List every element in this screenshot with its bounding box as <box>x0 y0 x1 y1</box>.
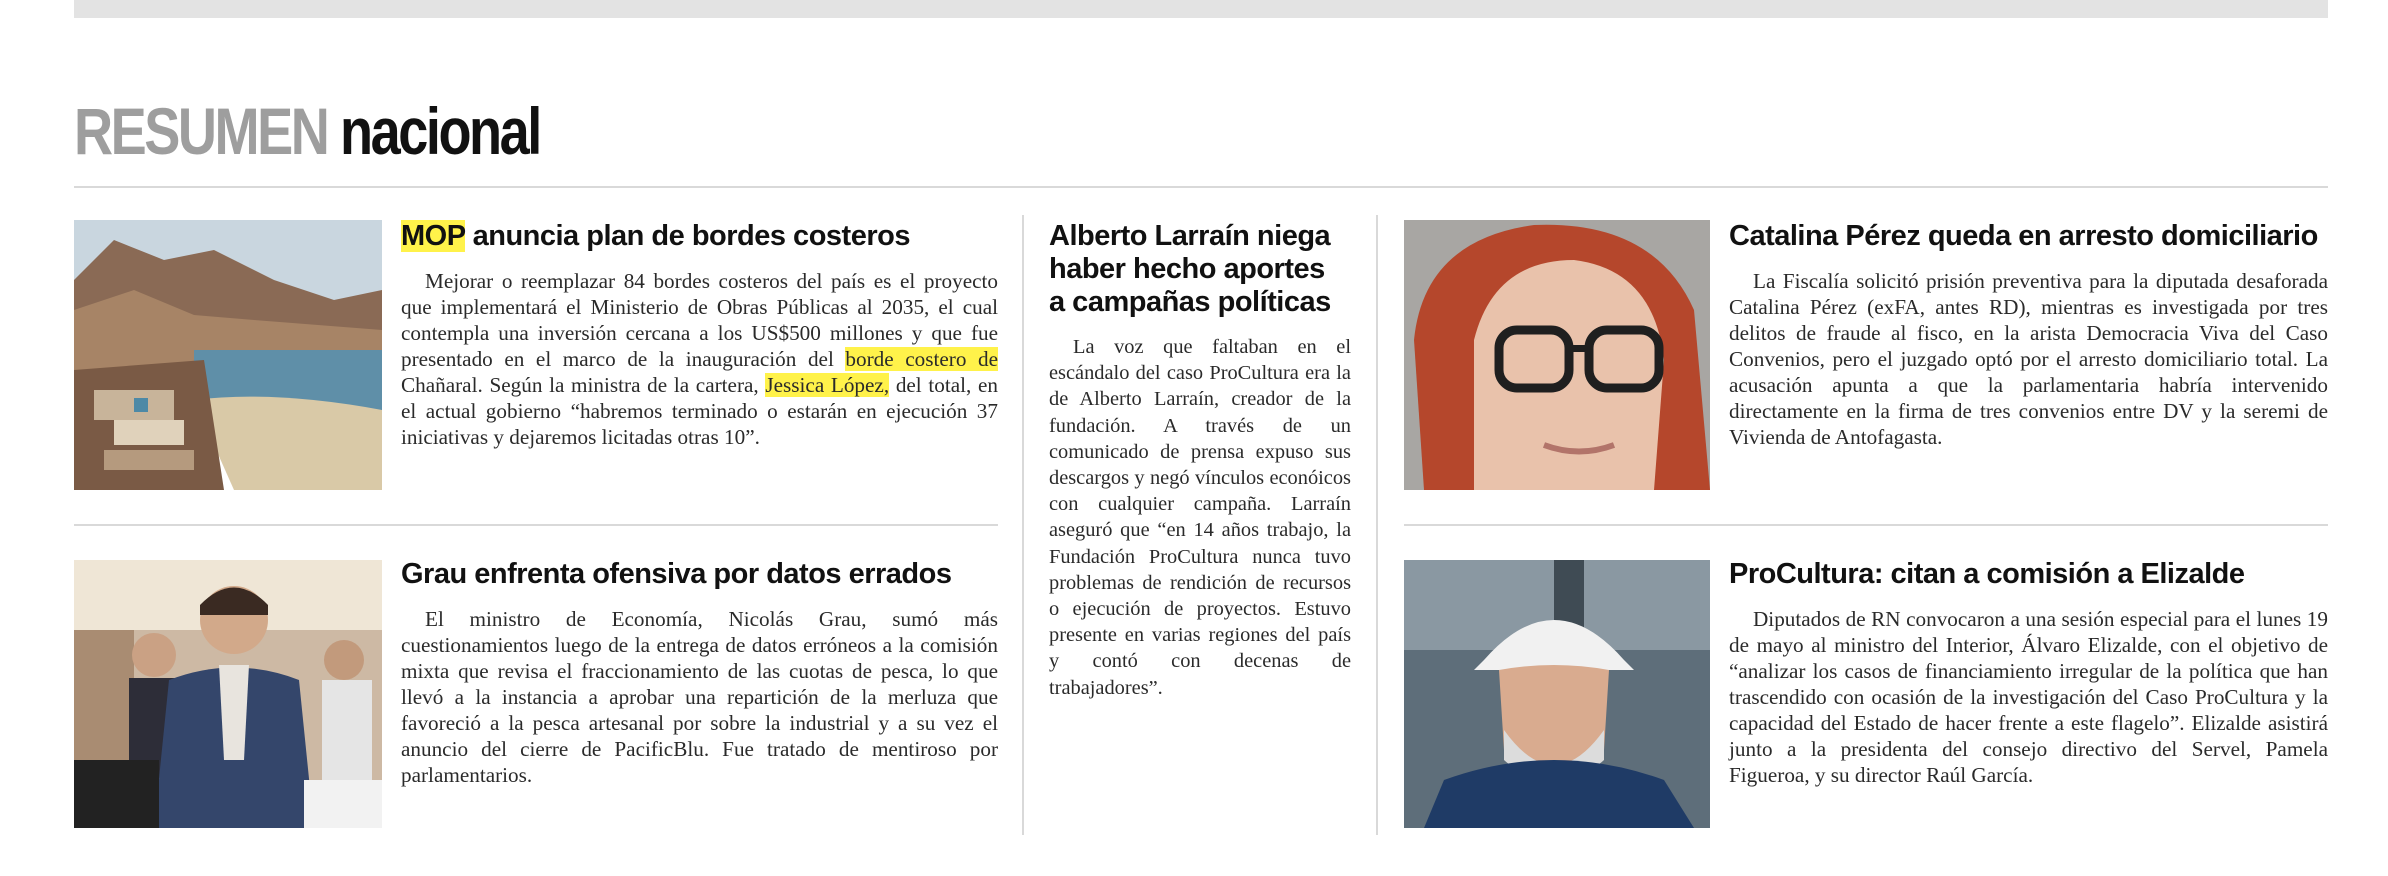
body-mop-part1: Mejorar o reemplazar 84 bordes costeros del país es el proyecto que implementará el Ministerio de Obras Públicas al 2035, el cual contempla una inversión cercana a los US$500 millones y que fue presentado en el marco de la inauguración del <box>401 269 998 371</box>
headline-larrain-line2: haber hecho aportes <box>1049 253 1325 285</box>
headline-mop-rest: anuncia plan de bordes costeros <box>465 220 910 252</box>
column-divider-left <box>1022 215 1024 835</box>
headline-larrain <box>1049 220 1331 319</box>
right-row-divider <box>1404 524 2328 526</box>
coastal-town-photo <box>74 220 382 490</box>
body-mop-highlight1: borde costero de <box>845 347 999 371</box>
body-larrain: La voz que faltaban en el escándalo del caso ProCultura era la de Alberto Larraín, creador de la fundación. A través de un comunicado de prensa expuso sus descargos y negó vínculos econóicos con cualquier campaña. Larraín aseguró que “en 14 años trabajo, la Fundación ProCultura nunca tuvo problemas de rendición de recursos o ejecución de proyectos. Estuvo presente en varias regiones del país y contó con decenas de trabajadores”. <box>1049 336 1351 699</box>
man-in-hardhat-photo <box>1404 560 1710 828</box>
left-row-divider <box>74 524 998 526</box>
woman-portrait-photo <box>1404 220 1710 490</box>
body-grau: El ministro de Economía, Nicolás Grau, sumó más cuestionamientos luego de la entrega de datos erróneos a la comisión mixta que revisa el fraccionamiento de las cuotas de pesca, lo que llevó a la instancia a aprobar una repartición de la merluza que favoreció a la pesca artesanal por sobre la industrial y a su vez el anuncio del cierre de PacificBlu. Fue tratado de mentiroso por parlamentarios. <box>401 607 998 787</box>
section-title <box>74 94 540 168</box>
headline-mop <box>401 220 910 252</box>
minister-at-commission-photo <box>74 560 382 828</box>
top-banner-strip <box>74 0 2328 18</box>
headline-grau: Grau enfrenta ofensiva por datos errados <box>401 558 952 590</box>
headline-larrain-line1: Alberto Larraín niega <box>1049 220 1331 252</box>
top-rule <box>74 186 2328 188</box>
section-title-grey: RESUMEN <box>74 94 328 168</box>
headline-perez: Catalina Pérez queda en arresto domiciliario <box>1729 220 2318 252</box>
headline-elizalde: ProCultura: citan a comisión a Elizalde <box>1729 558 2245 590</box>
body-mop-highlight2: Jessica López, <box>765 373 890 397</box>
body-mop-part2: Chañaral. Según la ministra de la cartera, <box>401 373 766 397</box>
section-title-black: nacional <box>340 94 540 168</box>
headline-mop-tag: MOP <box>401 220 466 252</box>
body-perez: La Fiscalía solicitó prisión preventiva para la diputada desaforada Catalina Pérez (exFA, antes RD), mientras es investigada por tres delitos de fraude al fisco, en la arista Democracia Viva del Caso Convenios, pero el juzgado optó por el arresto domiciliario total. La acusación apunta a que la parlamentaria habría intervenido directamente en la firma de tres convenios entre DV y la seremi de Vivienda de Antofagasta. <box>1729 269 2328 449</box>
body-mop <box>401 268 998 450</box>
body-mop-part3: del total, en el actual gobierno “habremos terminado o estarán en ejecución 37 iniciativas y dejaremos licitadas otras 10”. <box>401 373 998 449</box>
body-elizalde: Diputados de RN convocaron a una sesión especial para el lunes 19 de mayo al ministro del Interior, Álvaro Elizalde, con el objetivo de “analizar los casos de financiamiento irregular de la política que han trascendido con ocasión de la investigación del Caso ProCultura y la capacidad del Estado de hacer frente a este flagelo”. Elizalde asistirá junto a la presidenta del consejo directivo del Servel, Pamela Figueroa, y su director Raúl García. <box>1729 607 2328 787</box>
column-divider-right <box>1376 215 1378 835</box>
headline-larrain-line3: a campañas políticas <box>1049 286 1331 318</box>
